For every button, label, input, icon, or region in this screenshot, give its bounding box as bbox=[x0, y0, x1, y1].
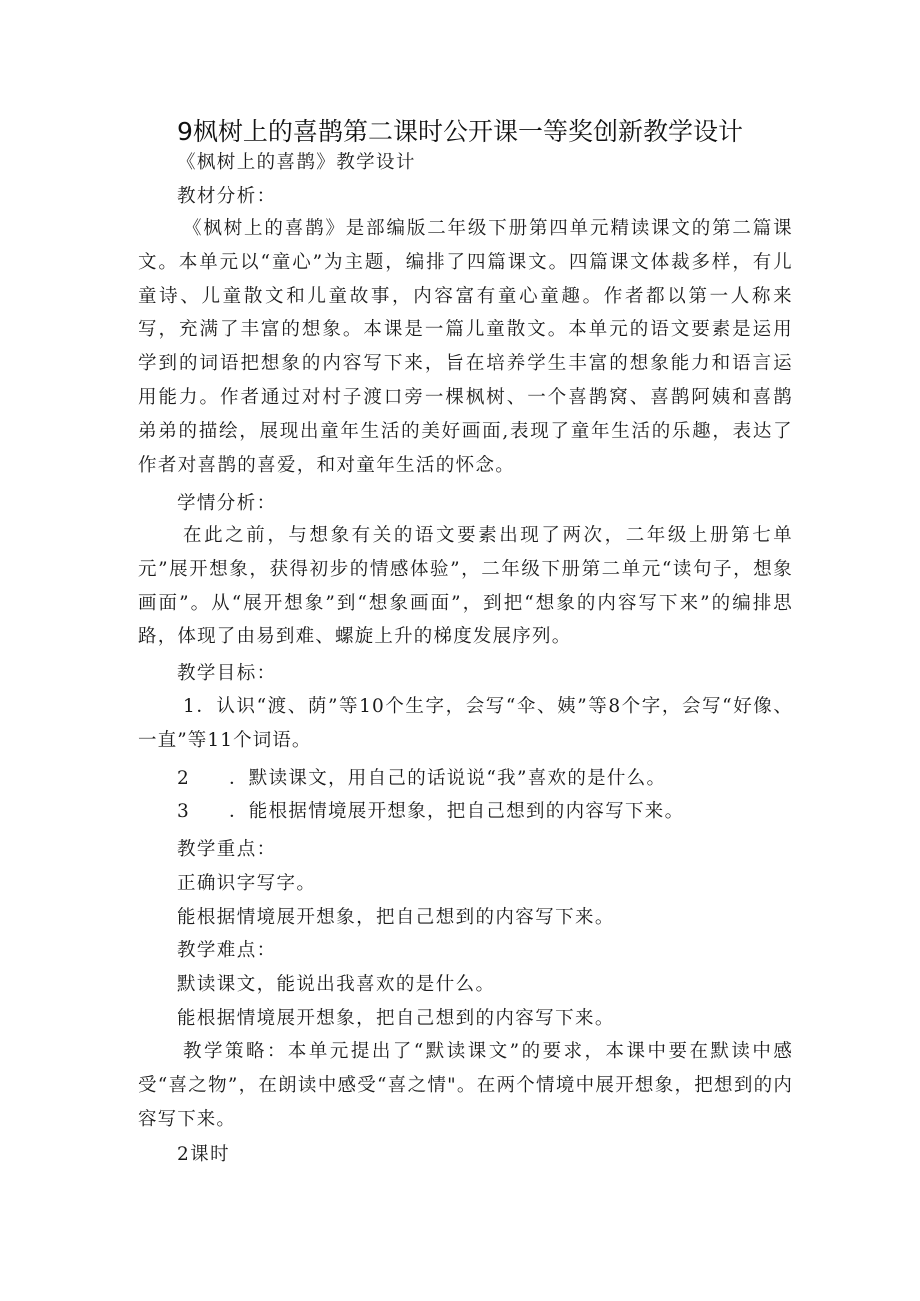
difficulty-1: 默读课文，能说出我喜欢的是什么。 bbox=[177, 974, 496, 995]
document-subtitle: 《枫树上的喜鹊》教学设计 bbox=[177, 152, 416, 173]
goal-item-2-number: 2 bbox=[177, 768, 191, 789]
material-paragraph: 《枫树上的喜鹊》是部编版二年级下册第四单元精读课文的第二篇课文。本单元以“童心”为主题，编排了四篇课文。四篇课文体裁多样，有儿童诗、儿童散文和儿童故事，内容富有童心童趣。作者都以第一人称来写，充满了丰富的想象。本课是一篇儿童散文。本单元的语文要素是运用学到的词语把想象的内容写下来，旨在培养学生丰富的想象能力和语言运用能力。作者通过对村子渡口旁一棵枫树、一个喜鹊窝、喜鹊阿姨和喜鹊弟弟的描绘，展现出童年生活的美好画面,表现了童年生活的乐趣，表达了作者对喜鹊的喜爱，和对童年生活的怀念。 bbox=[138, 218, 793, 476]
document-title: 9枫树上的喜鹊第二课时公开课一等奖创新教学设计 bbox=[177, 117, 743, 146]
goal-item-2 bbox=[177, 764, 666, 790]
material-heading: 教材分析： bbox=[177, 186, 277, 207]
strategy-paragraph: 教学策略：本单元提出了“默读课文”的要求，本课中要在默读中感受“喜之物”，在朗读中感受“喜之情"。在两个情境中展开想象，把想到的内容写下来。 bbox=[138, 1041, 793, 1130]
key-point-2: 能根据情境展开想象，把自己想到的内容写下来。 bbox=[177, 907, 615, 928]
goal-item-3-number: 3 bbox=[177, 801, 191, 822]
lesson-periods: 2课时 bbox=[177, 1144, 230, 1165]
goal-item-1: 1．认识“渡、荫”等10个生字，会写“伞、姨”等8个字，会写“好像、一直”等11个词语。 bbox=[138, 696, 793, 751]
goal-item-3-text: ．能根据情境展开想象，把自己想到的内容写下来。 bbox=[229, 801, 685, 822]
difficulty-heading: 教学难点： bbox=[177, 940, 277, 961]
difficulty-2: 能根据情境展开想象，把自己想到的内容写下来。 bbox=[177, 1008, 615, 1029]
goal-item-2-text: ．默读课文，用自己的话说说“我”喜欢的是什么。 bbox=[229, 768, 667, 789]
goal-item-3 bbox=[177, 797, 684, 823]
learner-paragraph: 在此之前，与想象有关的语文要素出现了两次，二年级上册第七单元”展开想象，获得初步的情感体验”，二年级下册第二单元“读句子，想象画面”。从“展开想象”到“想象画面”，到把“想象的内容写下来”的编排思路，体现了由易到难、螺旋上升的梯度发展序列。 bbox=[138, 525, 793, 648]
goals-heading: 教学目标： bbox=[177, 663, 277, 684]
key-points-heading: 教学重点： bbox=[177, 839, 277, 860]
learner-heading: 学情分析： bbox=[177, 493, 277, 514]
key-point-1: 正确识字写字。 bbox=[177, 873, 317, 894]
